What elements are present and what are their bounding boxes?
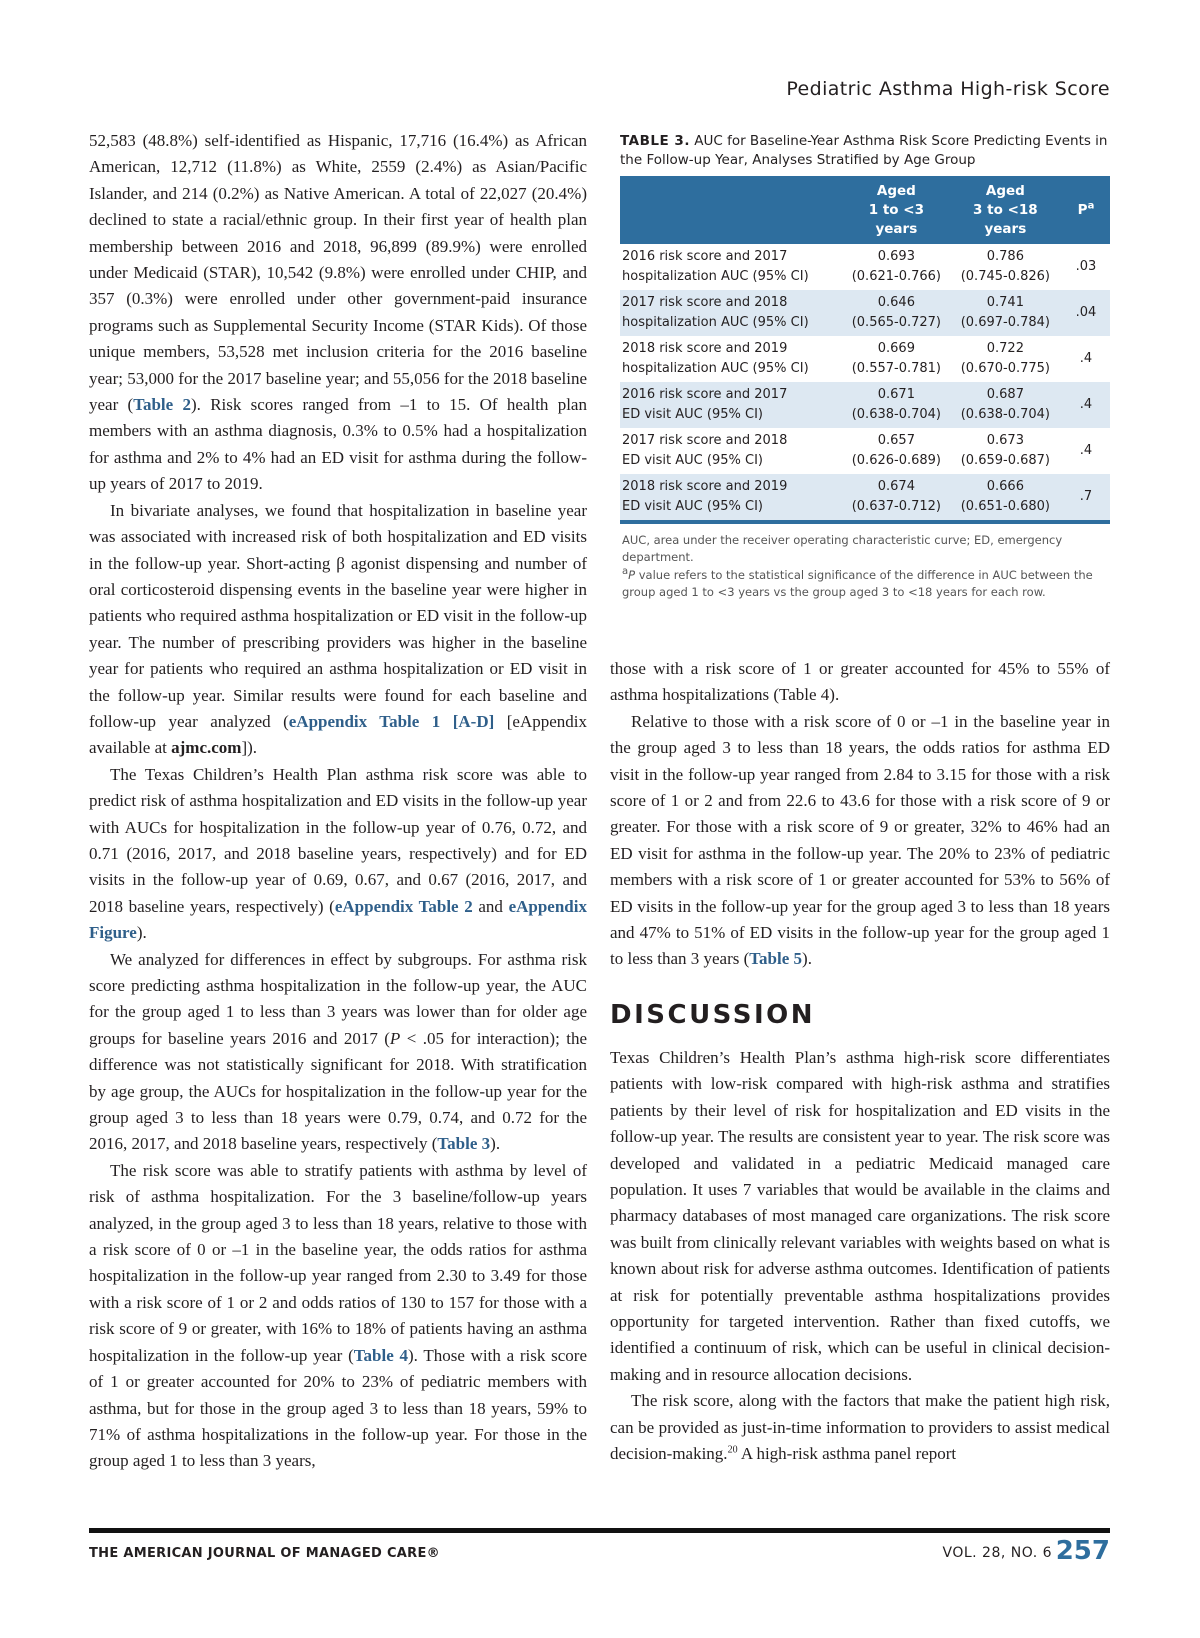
table-row: 2017 risk score and 2018 hospitalization AUC (95% CI) 0.646 (0.565-0.727) 0.741 (0.697-0.784) .04 (620, 290, 1110, 336)
eappendix-table-2-link[interactable]: eAppendix Table 2 (334, 896, 473, 916)
row-header-blank (620, 176, 844, 244)
table-2-link[interactable]: Table 2 (133, 395, 191, 415)
table-4-link[interactable]: Table 4 (353, 1345, 408, 1365)
auc-table (620, 176, 1110, 524)
paragraph: those with a risk score of 1 or greater accounted for 45% to 55% of asthma hospitalizations (Table 4). (610, 659, 1110, 705)
eappendix-table-1-link[interactable]: eAppendix Table 1 [A-D] (288, 711, 495, 731)
footnote: AUC, area under the receiver operating characteristic curve; ED, emergency department. (622, 533, 1063, 564)
footnote: $^a$P value refers to the statistical significance of the difference in AUC between the group aged 1 to <3 years vs the group aged 3 to <18 years for each row. (622, 566, 1093, 599)
paragraph: The risk score was able to stratify patients with asthma by level of risk of asthma hospitalization. For the 3 baseline/follow-up years analyzed, in the group aged 3 to less than 18 years, relative to those with a risk score of 0 or –1 in the baseline year, the odds ratios for asthma hospitalization in the follow-up year ranged from 2.30 to 3.49 for those with a risk score of 1 or 2 and odds ratios of 130 to 157 for those with a risk score of 9 or greater, with 16% to 18% of patients having an asthma hospitalization in the follow-up year (Table 4). Those with a risk score of 1 or greater accounted for 20% to 23% of pediatric members with asthma, but for those in the group aged 3 to less than 18 years, 59% to 71% of asthma hospitalizations in the follow-up year. For those in the group aged 1 to less than 3 years, (89, 1160, 587, 1471)
col-aged-3-18: Aged 3 to <18 years (949, 176, 1062, 244)
table-caption: TABLE 3. AUC for Baseline-Year Asthma Risk Score Predicting Events in the Follow-up Year, Analyses Stratified by Age Group (620, 133, 1108, 168)
table-3 (620, 132, 1110, 602)
right-column (610, 656, 1110, 1467)
table-row: 2017 risk score and 2018 ED visit AUC (95% CI) 0.657 (0.626-0.689) 0.673 (0.659-0.687) .4 (622, 433, 1093, 468)
table-row: 2016 risk score and 2017 ED visit AUC (95% CI) 0.671 (0.638-0.704) 0.687 (0.638-0.704) .4 (620, 382, 1110, 428)
col-aged-1-3: Aged 1 to <3 years (844, 176, 949, 244)
paragraph: The risk score, along with the factors that make the patient high risk, can be provided as just-in-time information to providers to assist medical decision-making.$^{20}$ A high-risk asthma panel report (610, 1391, 1110, 1463)
table-5-link[interactable]: Table 5 (749, 949, 803, 969)
table-row: 2018 risk score and 2019 ED visit AUC (95% CI) 0.674 (0.637-0.712) 0.666 (0.651-0.680) .7 (620, 474, 1110, 522)
eappendix-figure-link[interactable]: eAppendix Figure (89, 896, 587, 943)
paragraph: 52,583 (48.8%) self-identified as Hispanic, 17,716 (16.4%) as African American, 12,712 (11.8%) as White, 2559 (2.4%) as Asian/Pacific Islander, and 214 (0.2%) as Native American. A total of 22,027 (20.4%) declined to state a racial/ethnic group. In their first year of health plan membership between 2016 and 2018, 96,899 (89.9%) were enrolled under Medicaid (STAR), 10,542 (9.8%) were enrolled under CHIP, and 357 (0.3%) were enrolled under other government-paid insurance programs such as Supplemental Security Income (STAR Kids). Of those unique members, 53,528 met inclusion criteria for the 2016 baseline year; 53,000 for the 2017 baseline year; and 55,056 for the 2018 baseline year (Table 2). Risk scores ranged from –1 to 15. Of health plan members with an asthma diagnosis, 0.3% to 0.5% had a hospitalization for asthma and 2% to 4% had an ED visit for asthma during the follow-up years of 2017 to 2019. (89, 131, 587, 494)
paragraph: Relative to those with a risk score of 0 or –1 in the baseline year in the group aged 3 to less than 18 years, the odds ratios for asthma ED visit in the follow-up year ranged from 2.84 to 3.15 for those with a risk score of 1 or 2 and from 22.6 to 43.6 for those with a risk score of 9 or greater. For those with a risk score of 9 or greater, 32% to 46% had an ED visit for asthma in the follow-up year. The 20% to 23% of pediatric members with a risk score of 1 or greater accounted for 53% to 56% of ED visits in the follow-up year for the group aged 3 to less than 18 years and 47% to 51% of ED visits in the follow-up year for the group aged 1 to less than 3 years (Table 5). (610, 711, 1110, 969)
paragraph: We analyzed for differences in effect by subgroups. For asthma risk score predicting asthma hospitalization in the follow-up year, the AUC for the group aged 1 to less than 3 years was lower than for older age groups for baseline years 2016 and 2017 (P < .05 for interaction); the difference was not statistically significant for 2018. With stratification by age group, the AUCs for hospitalization in the follow-up year for the group aged 3 to less than 18 years were 0.79, 0.74, and 0.72 for the 2016, 2017, and 2018 baseline years, respectively (Table 3). (89, 949, 587, 1154)
table-header-row (620, 176, 1110, 244)
left-column (89, 128, 587, 1475)
table-row: 2018 risk score and 2019 hospitalization AUC (95% CI) 0.669 (0.557-0.781) 0.722 (0.670-0.775) .4 (622, 341, 1093, 376)
page-number: 257 (1055, 1536, 1110, 1566)
reference-20[interactable]: 20 (727, 1444, 738, 1456)
col-p-value: $P^a$ (1062, 176, 1110, 244)
table-row: 2016 risk score and 2017 hospitalization AUC (95% CI) 0.693 (0.621-0.766) 0.786 (0.745-0.826) .03 (622, 249, 1097, 284)
footer-rule (89, 1528, 1110, 1533)
paragraph: Texas Children’s Health Plan’s asthma high-risk score differentiates patients with low-risk compared with high-risk asthma and stratifies patients by their level of risk for hospitalization and ED visits in the follow-up year. The results are consistent year to year. The risk score was developed and validated in a pediatric Medicaid managed care population. It uses 7 variables that would be available in the claims and pharmacy databases of most managed care organizations. The risk score was built from clinically relevant variables with weights based on what is known about risk for adverse asthma outcomes. Identification of patients at risk for potentially preventable asthma hospitalizations provides opportunity for targeted intervention. Rather than fixed cutoffs, we identified a continuum of risk, which can be useful in clinical decision-making and in resource allocation decisions. (610, 1047, 1110, 1384)
volume-issue: VOL. 28, NO. 6 (942, 1545, 1052, 1561)
running-title: Pediatric Asthma High-risk Score (786, 78, 1110, 100)
ajmc-link[interactable]: ajmc.com (171, 738, 242, 758)
section-heading: DISCUSSION (610, 999, 815, 1030)
table-3-link[interactable]: Table 3 (437, 1134, 491, 1154)
journal-name: THE AMERICAN JOURNAL OF MANAGED CARE® (89, 1546, 440, 1561)
paragraph: In bivariate analyses, we found that hospitalization in baseline year was associated with increased risk of both hospitalization and ED visits in the follow-up year. Short-acting β agonist dispensing and number of oral corticosteroid dispensing events in the baseline year were higher in patients who required asthma hospitalization or ED visit in the follow-up year. The number of prescribing providers was higher in the baseline year for patients who required an asthma hospitalization or ED visit in the follow-up year. Similar results were found for each baseline and follow-up year analyzed (eAppendix Table 1 [A-D] [eAppendix available at ajmc.com]). (89, 500, 587, 758)
table-footnotes (620, 532, 1110, 600)
paragraph: The Texas Children’s Health Plan asthma risk score was able to predict risk of asthma hospitalization and ED visits in the follow-up year with AUCs for hospitalization in the follow-up year of 0.76, 0.72, and 0.71 (2016, 2017, and 2018 baseline years, respectively) and for ED visits in the follow-up year of 0.69, 0.67, and 0.67 (2016, 2017, and 2018 baseline years, respectively) (eAppendix Table 2 and eAppendix Figure). (89, 764, 587, 943)
